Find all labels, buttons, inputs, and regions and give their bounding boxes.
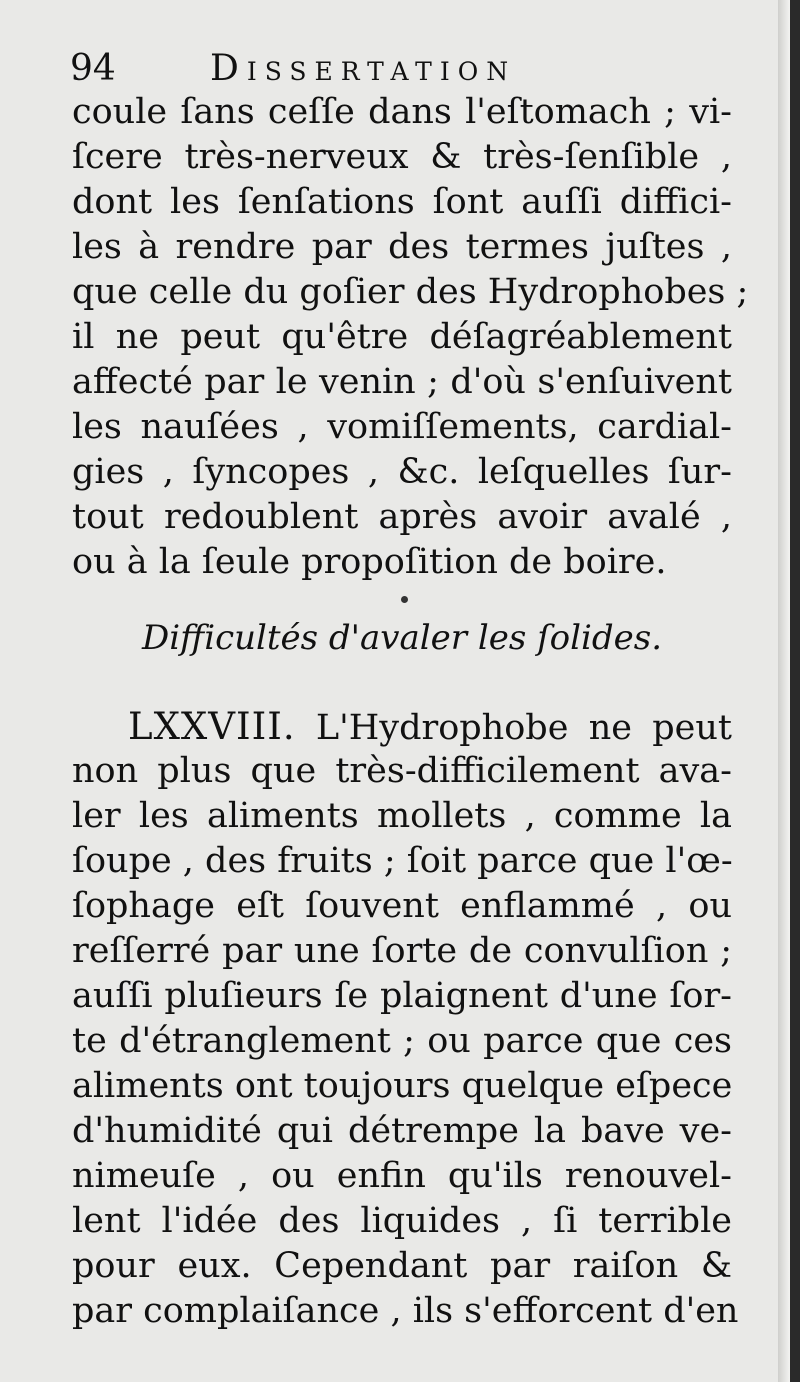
text-line: reſſerré par une ſorte de convulſion ;	[72, 931, 732, 971]
text-line: d'humidité qui détrempe la bave ve-	[72, 1111, 732, 1151]
text-line: pour eux. Cependant par raiſon &	[72, 1246, 732, 1286]
text-line: coule ſans ceſſe dans l'eſtomach ; vi-	[72, 92, 732, 132]
paragraph-1	[72, 90, 749, 585]
section-number: LXXVIII.	[128, 705, 296, 748]
text-line: ou à la ſeule propoſition de boire.	[72, 542, 667, 582]
text-line: auſſi pluſieurs ſe plaignent d'une ſor-	[72, 976, 732, 1016]
text-line: aliments ont toujours quelque eſpece	[72, 1066, 733, 1106]
text-line: les à rendre par des termes juſtes ,	[72, 227, 732, 267]
text-line: lent l'idée des liquides , ſi terrible	[72, 1201, 732, 1241]
page-edge-shadow	[778, 0, 790, 1382]
section-subheading: Difficultés d'avaler les ſolides.	[141, 618, 663, 658]
page-number: 94	[70, 48, 116, 89]
text-line: te d'étranglement ; ou parce que ces	[72, 1021, 732, 1061]
first-line-text: L'Hydrophobe ne peut	[315, 708, 732, 748]
text-line: ſcere très-nerveux & très-ſenſible ,	[72, 137, 732, 177]
text-line: ſophage eſt ſouvent enflammé , ou	[72, 886, 732, 926]
paragraph-2	[72, 704, 739, 1334]
text-line-first	[72, 704, 732, 749]
text-line: que celle du goſier des Hydrophobes ;	[72, 272, 749, 312]
running-title: Dissertation	[210, 48, 517, 89]
ink-dot	[401, 596, 408, 603]
text-line: affecté par le venin ; d'où s'enſuivent	[72, 362, 732, 402]
page-header	[70, 44, 730, 94]
text-line: par complaiſance , ils s'efforcent d'en	[72, 1291, 739, 1331]
text-line: ſoupe , des fruits ; ſoit parce que l'œ-	[72, 841, 733, 881]
text-line: dont les ſenſations ſont auſſi diffici-	[72, 182, 732, 222]
text-line: non plus que très-difficilement ava-	[72, 751, 732, 791]
text-line: nimeuſe , ou enfin qu'ils renouvel-	[72, 1156, 732, 1196]
text-line: ler les aliments mollets , comme la	[72, 796, 732, 836]
text-line: il ne peut qu'être déſagréablement	[72, 317, 732, 357]
text-line: tout redoublent après avoir avalé ,	[72, 497, 732, 537]
text-line: les nauſées , vomiſſements, cardial-	[72, 407, 732, 447]
text-line: gies , ſyncopes , &c. leſquelles ſur-	[72, 452, 732, 492]
